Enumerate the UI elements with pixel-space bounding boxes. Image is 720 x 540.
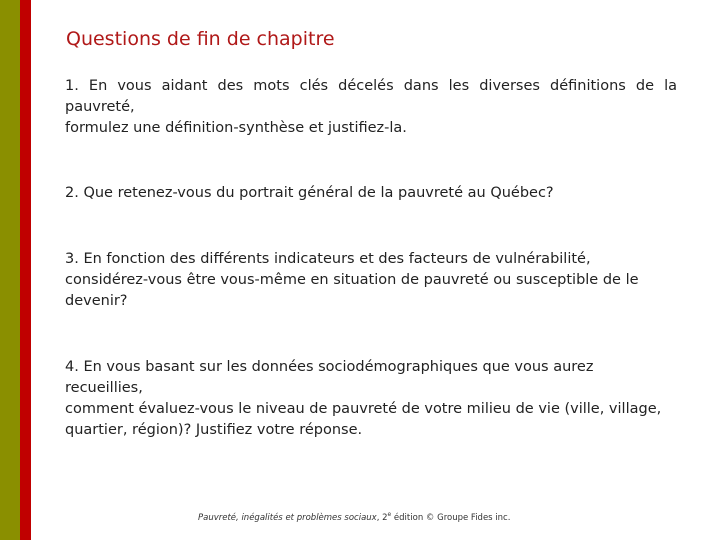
- footer-edition-suffix: édition © Groupe Fides inc.: [391, 512, 511, 523]
- question-1: [65, 76, 677, 139]
- slide-title: Questions de fin de chapitre: [66, 28, 335, 50]
- question-4-line-2: recueillies,: [65, 380, 143, 396]
- footer-book-title: Pauvreté, inégalités et problèmes sociaux: [198, 512, 377, 523]
- question-3-line-3: devenir?: [65, 293, 128, 309]
- question-4-line-1: 4. En vous basant sur les données sociodémographiques que vous aurez: [65, 359, 594, 375]
- question-3: [65, 249, 677, 312]
- question-1-line-2: pauvreté,: [65, 99, 135, 115]
- question-4: [65, 357, 677, 441]
- footer-edition-prefix: , 2: [376, 512, 388, 523]
- question-1-line-3: formulez une définition-synthèse et justifiez-la.: [65, 120, 407, 136]
- red-side-bar: [20, 0, 31, 540]
- question-1-line-1: 1. En vous aidant des mots clés décelés dans les diverses définitions de la: [65, 78, 677, 94]
- question-2-line-1: 2. Que retenez-vous du portrait général de la pauvreté au Québec?: [65, 185, 554, 201]
- question-3-line-1: 3. En fonction des différents indicateurs et des facteurs de vulnérabilité,: [65, 251, 591, 267]
- question-2: [65, 183, 677, 204]
- question-4-line-3: comment évaluez-vous le niveau de pauvreté de votre milieu de vie (ville, village,: [65, 401, 662, 417]
- olive-side-bar: [0, 0, 20, 540]
- footer-credit: [198, 511, 510, 523]
- question-4-line-4: quartier, région)? Justifiez votre réponse.: [65, 422, 363, 438]
- footer-edition-sup: e: [387, 511, 392, 518]
- question-3-line-2: considérez-vous être vous-même en situation de pauvreté ou susceptible de le: [65, 272, 639, 288]
